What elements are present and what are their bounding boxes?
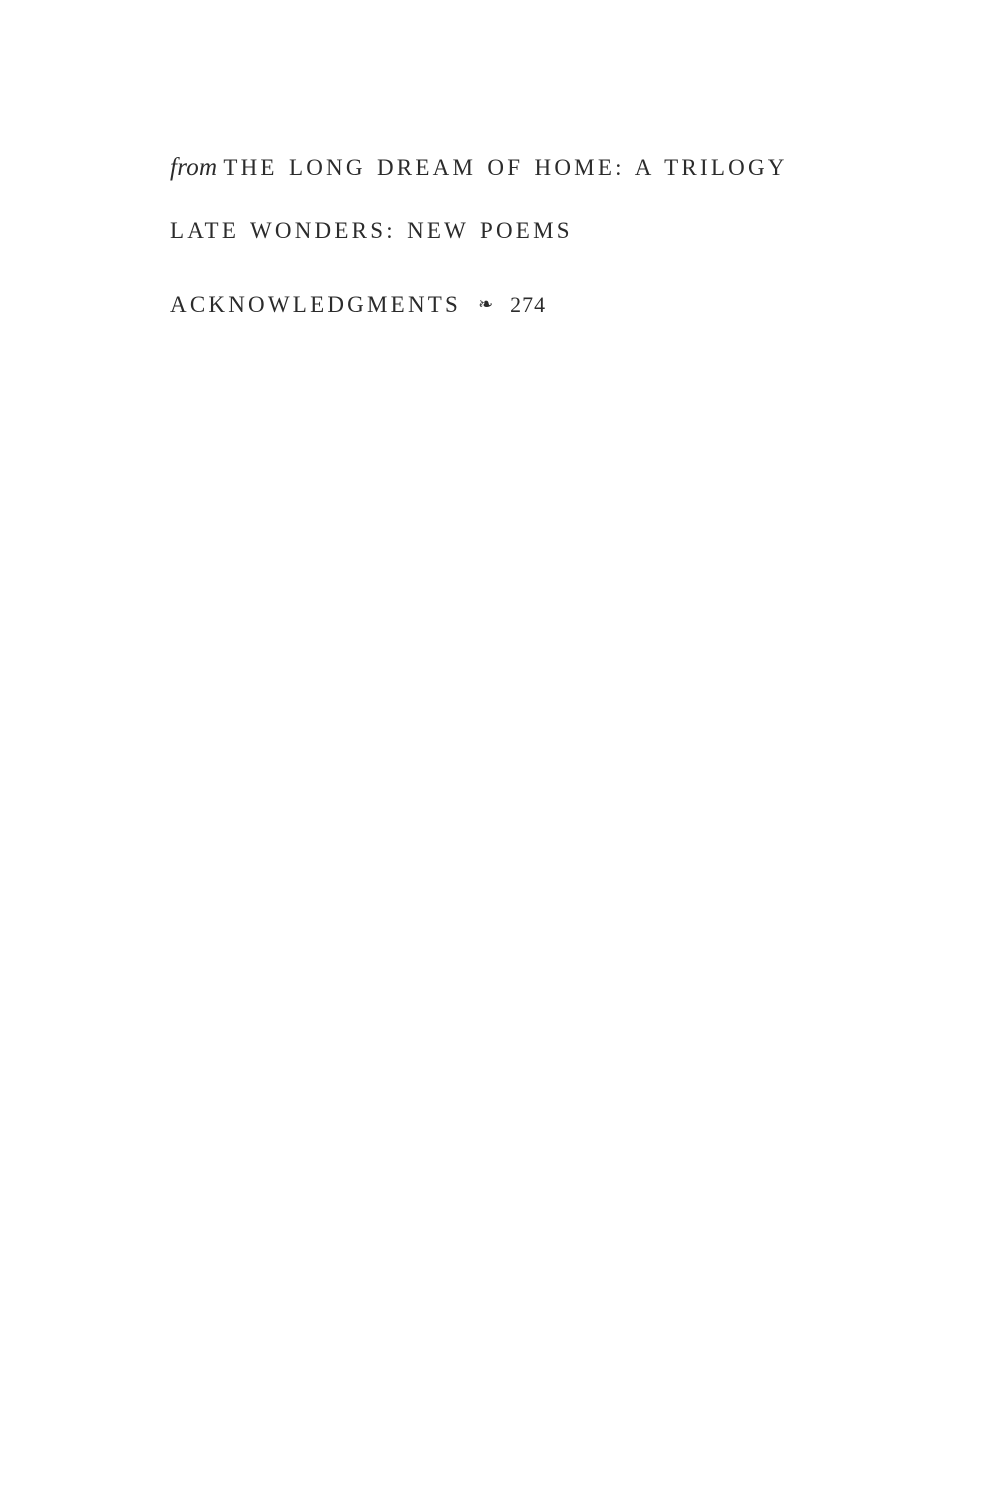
toc-section (170, 289, 950, 322)
table-of-contents (170, 120, 950, 322)
section-heading-text: THE LONG DREAM OF HOME: A TRILOGY (223, 155, 788, 180)
page-number: 274 (510, 292, 547, 317)
section-heading (170, 289, 950, 322)
toc-section (170, 215, 950, 246)
heading-from-prefix: from (170, 154, 218, 181)
section-heading-text: LATE WONDERS: NEW POEMS (170, 218, 573, 244)
section-heading-text: ACKNOWLEDGMENTS (170, 291, 462, 317)
section-heading (170, 152, 950, 183)
toc-section (170, 152, 950, 183)
fleuron-ornament-icon: ❧ (478, 293, 494, 315)
section-heading (170, 215, 950, 246)
